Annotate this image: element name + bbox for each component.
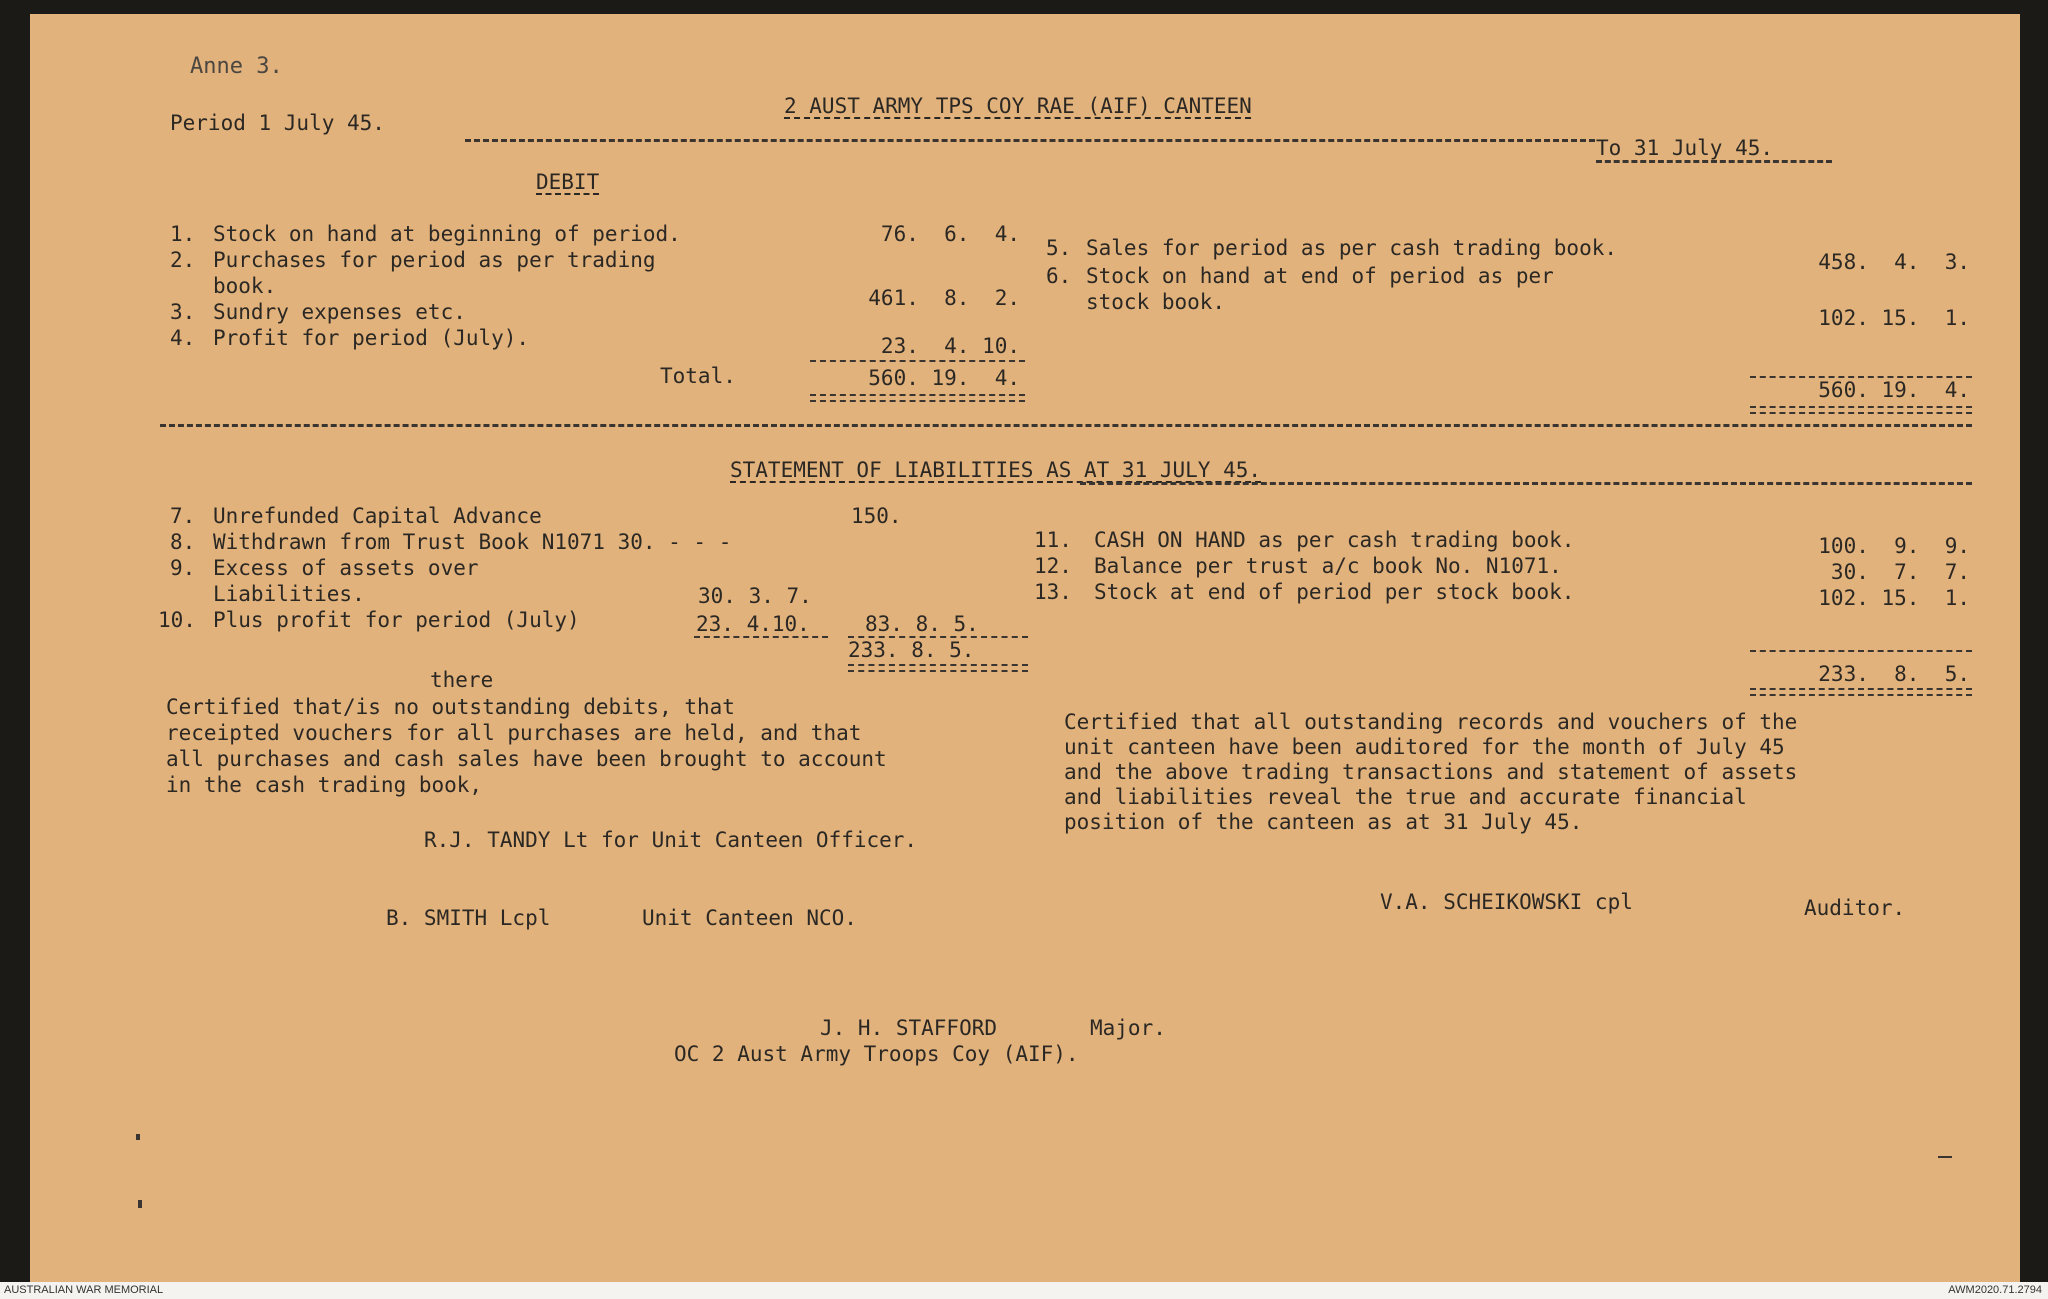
item-number: 6. (1046, 264, 1072, 288)
item10-rule (694, 636, 828, 638)
total-double-rule (1750, 694, 1972, 696)
item-label: Stock on hand at beginning of period. (213, 222, 681, 246)
liabilities-right-total: 233. 8. 5. (1818, 662, 1970, 686)
trading-left-total: 560. 19. 4. (868, 366, 1020, 390)
item-label: Purchases for period as per trading (213, 248, 656, 272)
item-label: Sales for period as per cash trading book. (1086, 236, 1618, 260)
item-label: Sundry expenses etc. (213, 300, 466, 324)
section-divider (160, 424, 1972, 427)
certificate-line: Certified that all outstanding records and vouchers of the (1064, 710, 1798, 734)
item10-total: 83. 8. 5. (865, 612, 979, 636)
total-double-rule (848, 670, 1028, 672)
item-value: 102. 15. 1. (1818, 586, 1970, 610)
period-to: To 31 July 45. (1596, 136, 1774, 160)
certificate-line: and liabilities reveal the true and accurate financial (1064, 785, 1747, 809)
item-value: 30. 7. 7. (1830, 560, 1970, 584)
item-value: 100. 9. 9. (1818, 534, 1970, 558)
total-rule (848, 664, 1028, 666)
certificate-line: Certified that/is no outstanding debits, that (166, 695, 735, 719)
item-value: 150. (851, 504, 902, 528)
item-number: 13. (1034, 580, 1072, 604)
item-number: 11. (1034, 528, 1072, 552)
total-rule (1750, 406, 1972, 408)
oc-name: J. H. STAFFORD (820, 1016, 998, 1040)
heading-rule (1080, 482, 1972, 485)
item-number: 5. (1046, 236, 1072, 260)
canteen-officer-signature: R.J. TANDY Lt for Unit Canteen Officer. (424, 828, 918, 852)
nco-role: Unit Canteen NCO. (642, 906, 857, 930)
item-number: 7. (170, 504, 196, 528)
paper-mark (1938, 1156, 1952, 1158)
nco-name: B. SMITH Lcpl (386, 906, 551, 930)
item-number: 3. (170, 300, 196, 324)
certificate-line: receipted vouchers for all purchases are held, and that (166, 721, 862, 745)
item-number: 8. (170, 530, 196, 554)
certificate-line: in the cash trading book, (166, 773, 483, 797)
document-page (30, 14, 2020, 1282)
total-double-rule (810, 400, 1025, 402)
item-label: Liabilities. (213, 582, 365, 606)
subtotal-rule (1750, 650, 1972, 652)
paper-mark (136, 1134, 140, 1140)
item-label: Withdrawn from Trust Book N1071 30. - - - (213, 530, 732, 554)
header-rule (465, 139, 1595, 142)
liabilities-heading: STATEMENT OF LIABILITIES AS AT 31 JULY 45. (730, 458, 1262, 482)
certificate-line: and the above trading transactions and statement of assets (1064, 760, 1798, 784)
item-value: 102. 15. 1. (1818, 306, 1970, 330)
document-title: 2 AUST ARMY TPS COY RAE (AIF) CANTEEN (784, 94, 1252, 118)
certificate-line: position of the canteen as at 31 July 45. (1064, 810, 1583, 834)
item-value: 23. 4. 10. (880, 334, 1020, 358)
footer-source: AUSTRALIAN WAR MEMORIAL (4, 1284, 164, 1296)
total-rule (810, 394, 1025, 396)
item-number: 1. (170, 222, 196, 246)
item-label: Stock at end of period per stock book. (1094, 580, 1575, 604)
total-rule (1750, 688, 1972, 690)
corner-note: Anne 3. (190, 54, 283, 79)
item-label: Balance per trust a/c book No. N1071. (1094, 554, 1562, 578)
footer-strip (0, 1282, 2048, 1299)
item-value: 458. 4. 3. (1818, 250, 1970, 274)
paper-mark (138, 1200, 142, 1208)
trading-right-total: 560. 19. 4. (1818, 378, 1970, 402)
item-number: 9. (170, 556, 196, 580)
oc-rank: Major. (1090, 1016, 1166, 1040)
auditor-name: V.A. SCHEIKOWSKI cpl (1380, 890, 1633, 914)
item-value: 30. 3. 7. (698, 584, 812, 608)
item-label: Profit for period (July). (213, 326, 530, 350)
period-from: Period 1 July 45. (170, 111, 385, 135)
item-value: 76. 6. 4. (880, 222, 1020, 246)
certificate-line: unit canteen have been auditored for the month of July 45 (1064, 735, 1785, 759)
item-value: 461. 8. 2. (868, 286, 1020, 310)
footer-accession: AWM2020.71.2794 (1948, 1284, 2042, 1296)
auditor-role: Auditor. (1804, 896, 1906, 920)
item-label: stock book. (1086, 290, 1226, 314)
item-number: 10. (158, 608, 196, 632)
total-double-rule (1750, 412, 1972, 414)
item-label: Stock on hand at end of period as per (1086, 264, 1554, 288)
item-number: 12. (1034, 554, 1072, 578)
item-label: Unrefunded Capital Advance (213, 504, 542, 528)
debit-heading: DEBIT (536, 170, 600, 194)
total-label: Total. (660, 364, 736, 388)
item-number: 4. (170, 326, 196, 350)
liabilities-left-total: 233. 8. 5. (848, 638, 975, 662)
item-label: CASH ON HAND as per cash trading book. (1094, 528, 1575, 552)
oc-unit: OC 2 Aust Army Troops Coy (AIF). (674, 1042, 1079, 1066)
certificate-line: all purchases and cash sales have been brought to account (166, 747, 887, 771)
item-label: book. (213, 274, 277, 298)
period-to-rule (1596, 160, 1832, 163)
item-label: Plus profit for period (July) (213, 608, 580, 632)
item-number: 2. (170, 248, 196, 272)
subtotal-rule (1750, 376, 1972, 378)
item-label: Excess of assets over (213, 556, 479, 580)
item-value: 23. 4.10. (696, 612, 810, 636)
certificate-insert: there (430, 668, 494, 692)
subtotal-rule (810, 360, 1025, 362)
